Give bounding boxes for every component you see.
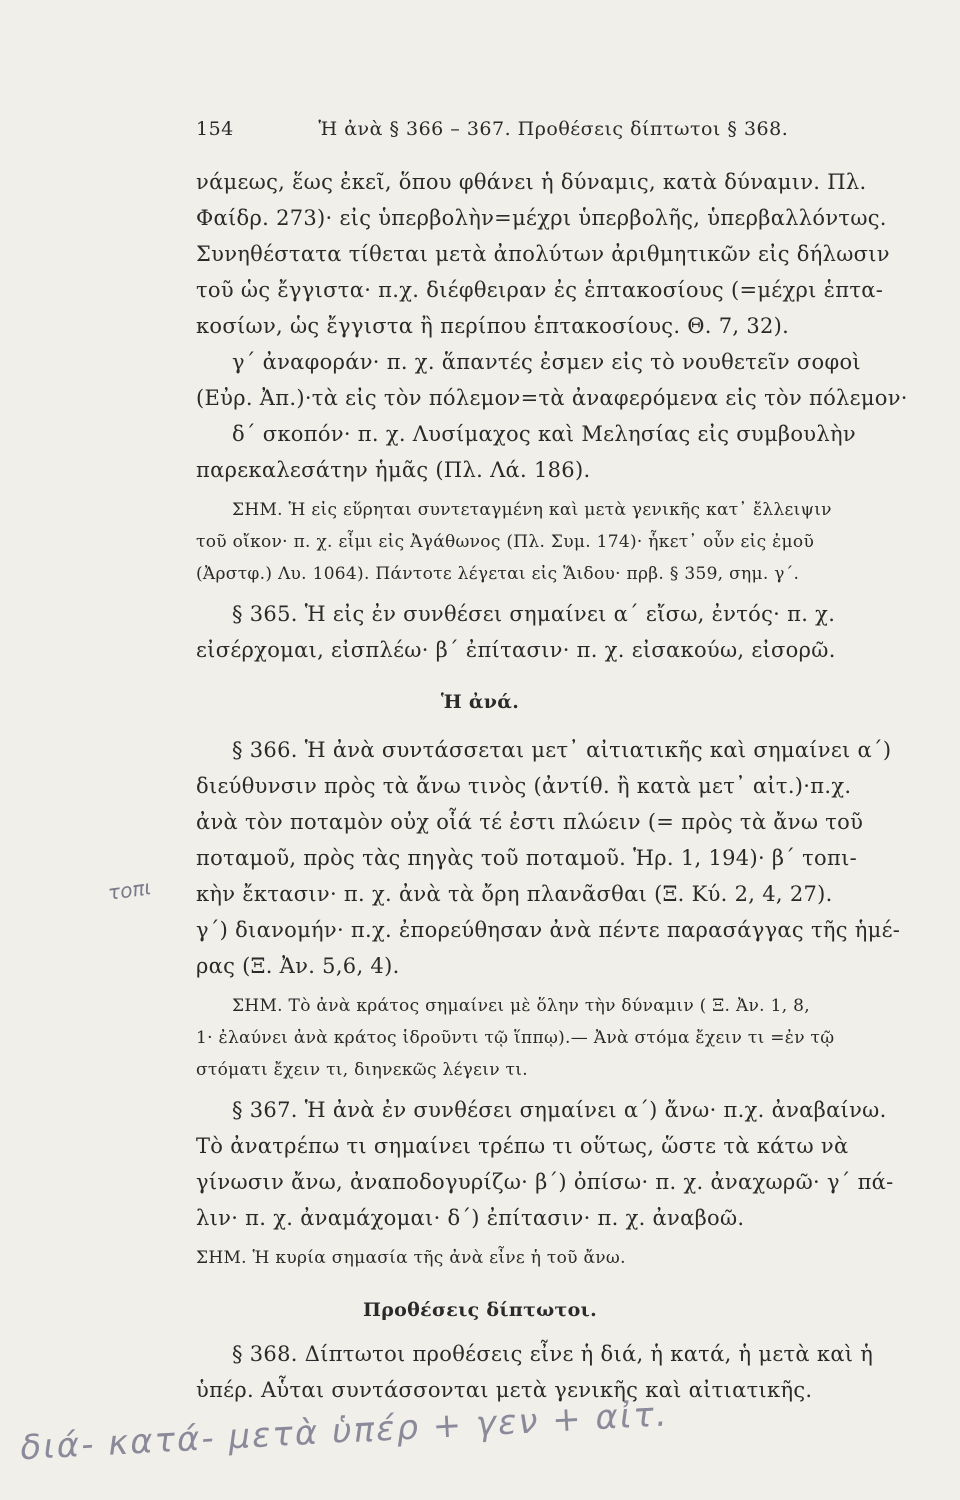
text-line: § 365. Ἡ εἰς ἐν συνθέσει σημαίνει α΄ εἴσω, ἐντός· π. χ. bbox=[232, 602, 836, 626]
text-line: γ΄ ἀναφοράν· π. χ. ἅπαντές ἐσμεν εἰς τὸ νουθετεῖν σοφοὶ bbox=[232, 350, 861, 374]
text-line: διεύθυνσιν πρὸς τὰ ἄνω τινὸς (ἀντίθ. ἢ κατὰ μετ᾽ αἰτ.)·π.χ. bbox=[196, 774, 852, 798]
note-line: (Ἀρστφ.) Λυ. 1064). Πάντοτε λέγεται εἰς Ἅιδου· πρβ. § 359, σημ. γ΄. bbox=[196, 564, 800, 584]
text-line: ὑπέρ. Αὗται συντάσσονται μετὰ γενικῆς καὶ αἰτιατικῆς. bbox=[196, 1378, 813, 1402]
note-line: ΣΗΜ. Ἡ εἰς εὕρηται συντεταγμένη καὶ μετὰ γενικῆς κατ᾽ ἔλλειψιν bbox=[232, 500, 832, 520]
note-line: ΣΗΜ. Τὸ ἀνὰ κράτος σημαίνει μὲ ὅλην τὴν δύναμιν ( Ξ. Ἀν. 1, 8, bbox=[232, 996, 810, 1016]
handwritten-annotation: διά- κατά- μετὰ ὑπέρ + γεν + αἰτ. bbox=[19, 1394, 670, 1469]
text-line: § 368. Δίπτωτοι προθέσεις εἶνε ἡ διά, ἡ κατά, ἡ μετὰ καὶ ἡ bbox=[232, 1342, 874, 1366]
text-line: Τὸ ἀνατρέπω τι σημαίνει τρέπω τι οὕτως, ὥστε τὰ κάτω νὰ bbox=[196, 1134, 849, 1158]
text-line: § 367. Ἡ ἀνὰ ἐν συνθέσει σημαίνει α΄) ἄνω· π.χ. ἀναβαίνω. bbox=[232, 1098, 887, 1122]
note-line: 1· ἐλαύνει ἀνὰ κράτος ἱδροῦντι τῷ ἵππῳ).— Ἀνὰ στόμα ἔχειν τι =ἐν τῷ bbox=[196, 1028, 835, 1048]
text-line: τοῦ ὡς ἔγγιστα· π.χ. διέφθειραν ἐς ἑπτακοσίους (=μέχρι ἑπτα- bbox=[196, 278, 884, 302]
note-line: τοῦ οἴκον· π. χ. εἶμι εἰς Ἀγάθωνος (Πλ. Συμ. 174)· ἧκετ᾽ οὖν εἰς ἐμοῦ bbox=[196, 532, 815, 552]
note-line: ΣΗΜ. Ἡ κυρία σημασία τῆς ἀνὰ εἶνε ἡ τοῦ ἄνω. bbox=[196, 1248, 626, 1268]
text-line: § 366. Ἡ ἀνὰ συντάσσεται μετ᾽ αἰτιατικῆς καὶ σημαίνει α΄) bbox=[232, 738, 892, 762]
page-number: 154 bbox=[196, 118, 234, 140]
text-line: ποταμοῦ, πρὸς τὰς πηγὰς τοῦ ποταμοῦ. Ἡρ. 1, 194)· β΄ τοπι- bbox=[196, 846, 857, 870]
text-line: κοσίων, ὡς ἔγγιστα ἢ περίπου ἑπτακοσίους. Θ. 7, 32). bbox=[196, 314, 790, 338]
page-header bbox=[196, 118, 836, 140]
text-line: δ΄ σκοπόν· π. χ. Λυσίμαχος καὶ Μελησίας εἰς συμβουλὴν bbox=[232, 422, 856, 446]
text-line: ἀνὰ τὸν ποταμὸν οὐχ οἷά τέ ἐστι πλώειν (= πρὸς τὰ ἄνω τοῦ bbox=[196, 810, 864, 834]
text-line: λιν· π. χ. ἀναμάχομαι· δ΄) ἐπίτασιν· π. χ. ἀναβοῶ. bbox=[196, 1206, 745, 1230]
note-line: στόματι ἔχειν τι, διηνεκῶς λέγειν τι. bbox=[196, 1060, 528, 1080]
text-line: γίνωσιν ἄνω, ἀναποδογυρίζω· β΄) ὀπίσω· π. χ. ἀναχωρῶ· γ΄ πά- bbox=[196, 1170, 894, 1194]
text-line: εἰσέρχομαι, εἰσπλέω· β΄ ἐπίτασιν· π. χ. εἰσακούω, εἰσορῶ. bbox=[196, 638, 836, 662]
text-line: γ΄) διανομήν· π.χ. ἐπορεύθησαν ἀνὰ πέντε παρασάγγας τῆς ἡμέ- bbox=[196, 918, 901, 942]
text-line: Φαίδρ. 273)· εἰς ὑπερβολὴν=μέχρι ὑπερβολῆς, ὑπερβαλλόντως. bbox=[196, 206, 887, 230]
text-line: Συνηθέστατα τίθεται μετὰ ἀπολύτων ἀριθμητικῶν εἰς δήλωσιν bbox=[196, 242, 890, 266]
text-line: κὴν ἔκτασιν· π. χ. ἀνὰ τὰ ὄρη πλανᾶσθαι (Ξ. Κύ. 2, 4, 27). bbox=[196, 882, 833, 906]
margin-annotation: τοπι bbox=[106, 875, 153, 905]
text-line: ρας (Ξ. Ἀν. 5,6, 4). bbox=[196, 954, 400, 978]
section-title: Προθέσεις δίπτωτοι. bbox=[362, 1299, 598, 1321]
running-title: Ἡ ἀνὰ § 366 – 367. Προθέσεις δίπτωτοι § 368. bbox=[318, 118, 789, 140]
text-line: παρεκαλεσάτην ἡμᾶς (Πλ. Λά. 186). bbox=[196, 458, 591, 482]
text-line: νάμεως, ἕως ἐκεῖ, ὅπου φθάνει ἡ δύναμις, κατὰ δύναμιν. Πλ. bbox=[196, 170, 867, 194]
section-title: Ἡ ἀνά. bbox=[440, 691, 520, 713]
text-line: (Εὐρ. Ἀπ.)·τὰ εἰς τὸν πόλεμον=τὰ ἀναφερόμενα εἰς τὸν πόλεμον· bbox=[196, 386, 908, 410]
